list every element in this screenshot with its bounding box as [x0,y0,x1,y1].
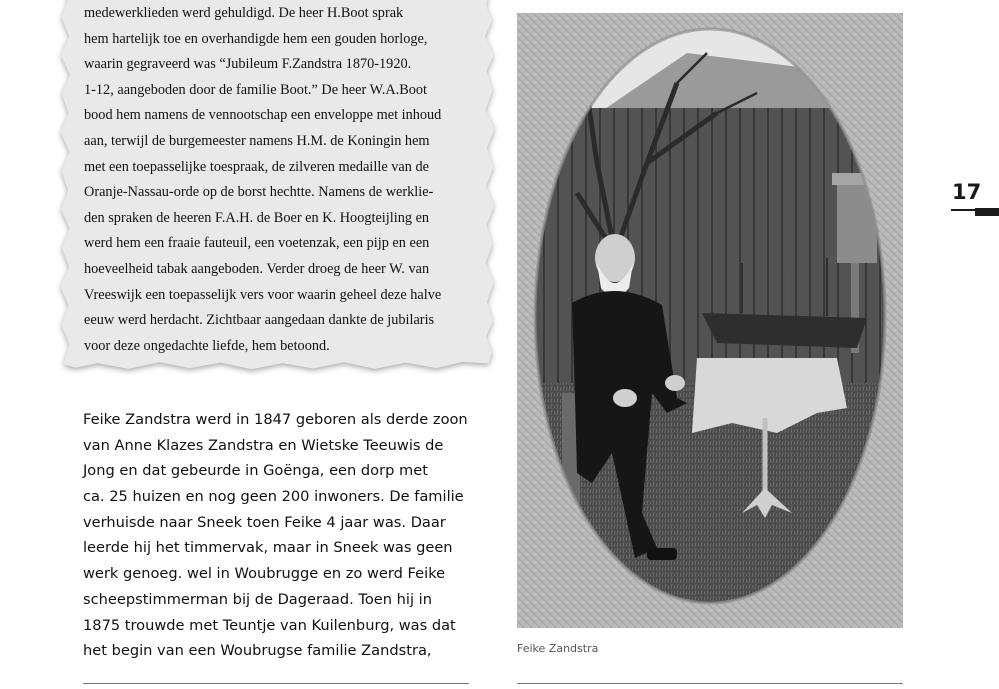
photo-caption: Feike Zandstra [517,642,599,655]
photo-illustration [517,13,903,628]
quote-line: Vreeswijk een toepasselijk vers voor waarin geheel deze halve [84,286,442,303]
body-line: werk genoeg. wel in Woubrugge en zo werd Feike [83,565,446,583]
quote-line: den spraken de heeren F.A.H. de Boer en K. Hoogteijling en [84,209,430,226]
body-line: scheepstimmerman bij de Dageraad. Toen hij in [83,590,432,608]
newspaper-clipping [58,0,498,375]
page-marker-tab [975,208,999,216]
body-line: van Anne Klazes Zandstra en Wietske Teeuwis de [83,436,444,454]
quote-line: eeuw werd herdacht. Zichtbaar aangedaan dankte de jubilaris [84,312,435,329]
quote-line: hoeveelheid tabak aangeboden. Verder droeg de heer W. van [84,260,430,277]
page-number: 17 [952,180,982,204]
quote-line: werd hem een fraaie fauteuil, een voetenzak, een pijp en een [84,235,430,252]
body-line: leerde hij het timmervak, maar in Sneek was geen [83,539,453,557]
quote-line: waarin gegraveerd was “Jubileum F.Zandstra 1870-1920. [84,56,412,73]
body-line: 1875 trouwde met Teuntje van Kuilenburg, was dat [83,616,456,634]
body-line: het begin van een Woubrugse familie Zandstra, [83,642,432,660]
body-line: verhuisde naar Sneek toen Feike 4 jaar was. Daar [83,513,446,531]
body-paragraph [83,407,483,664]
quote-line: Oranje-Nassau-orde op de borst hechtte. Namens de werklie- [84,184,434,201]
body-line: Feike Zandstra werd in 1847 geboren als derde zoon [83,411,468,428]
quote-line: medewerklieden werd gehuldigd. De heer H.Boot sprak [84,5,404,21]
quote-line: bood hem namens de vennootschap een enveloppe met inhoud [84,107,442,124]
bottom-rule-left [83,683,469,684]
quote-text [84,1,484,359]
quote-line: met een toepasselijke toespraak, de zilveren medaille van de [84,158,429,175]
body-line: Jong en dat gebeurde in Goënga, een dorp met [83,462,428,480]
quote-line: hem hartelijk toe en overhandigde hem een gouden horloge, [84,30,428,47]
bottom-rule-right [517,683,903,684]
quote-line: aan, terwijl de burgemeester namens H.M. de Koningin hem [84,132,430,149]
quote-line: 1-12, aangeboden door de familie Boot.” De heer W.A.Boot [84,81,428,98]
body-line: ca. 25 huizen en nog geen 200 inwoners. De familie [83,488,464,506]
portrait-photo [517,13,903,628]
quote-line: voor deze ongedachte liefde, hem betoond. [84,337,330,354]
